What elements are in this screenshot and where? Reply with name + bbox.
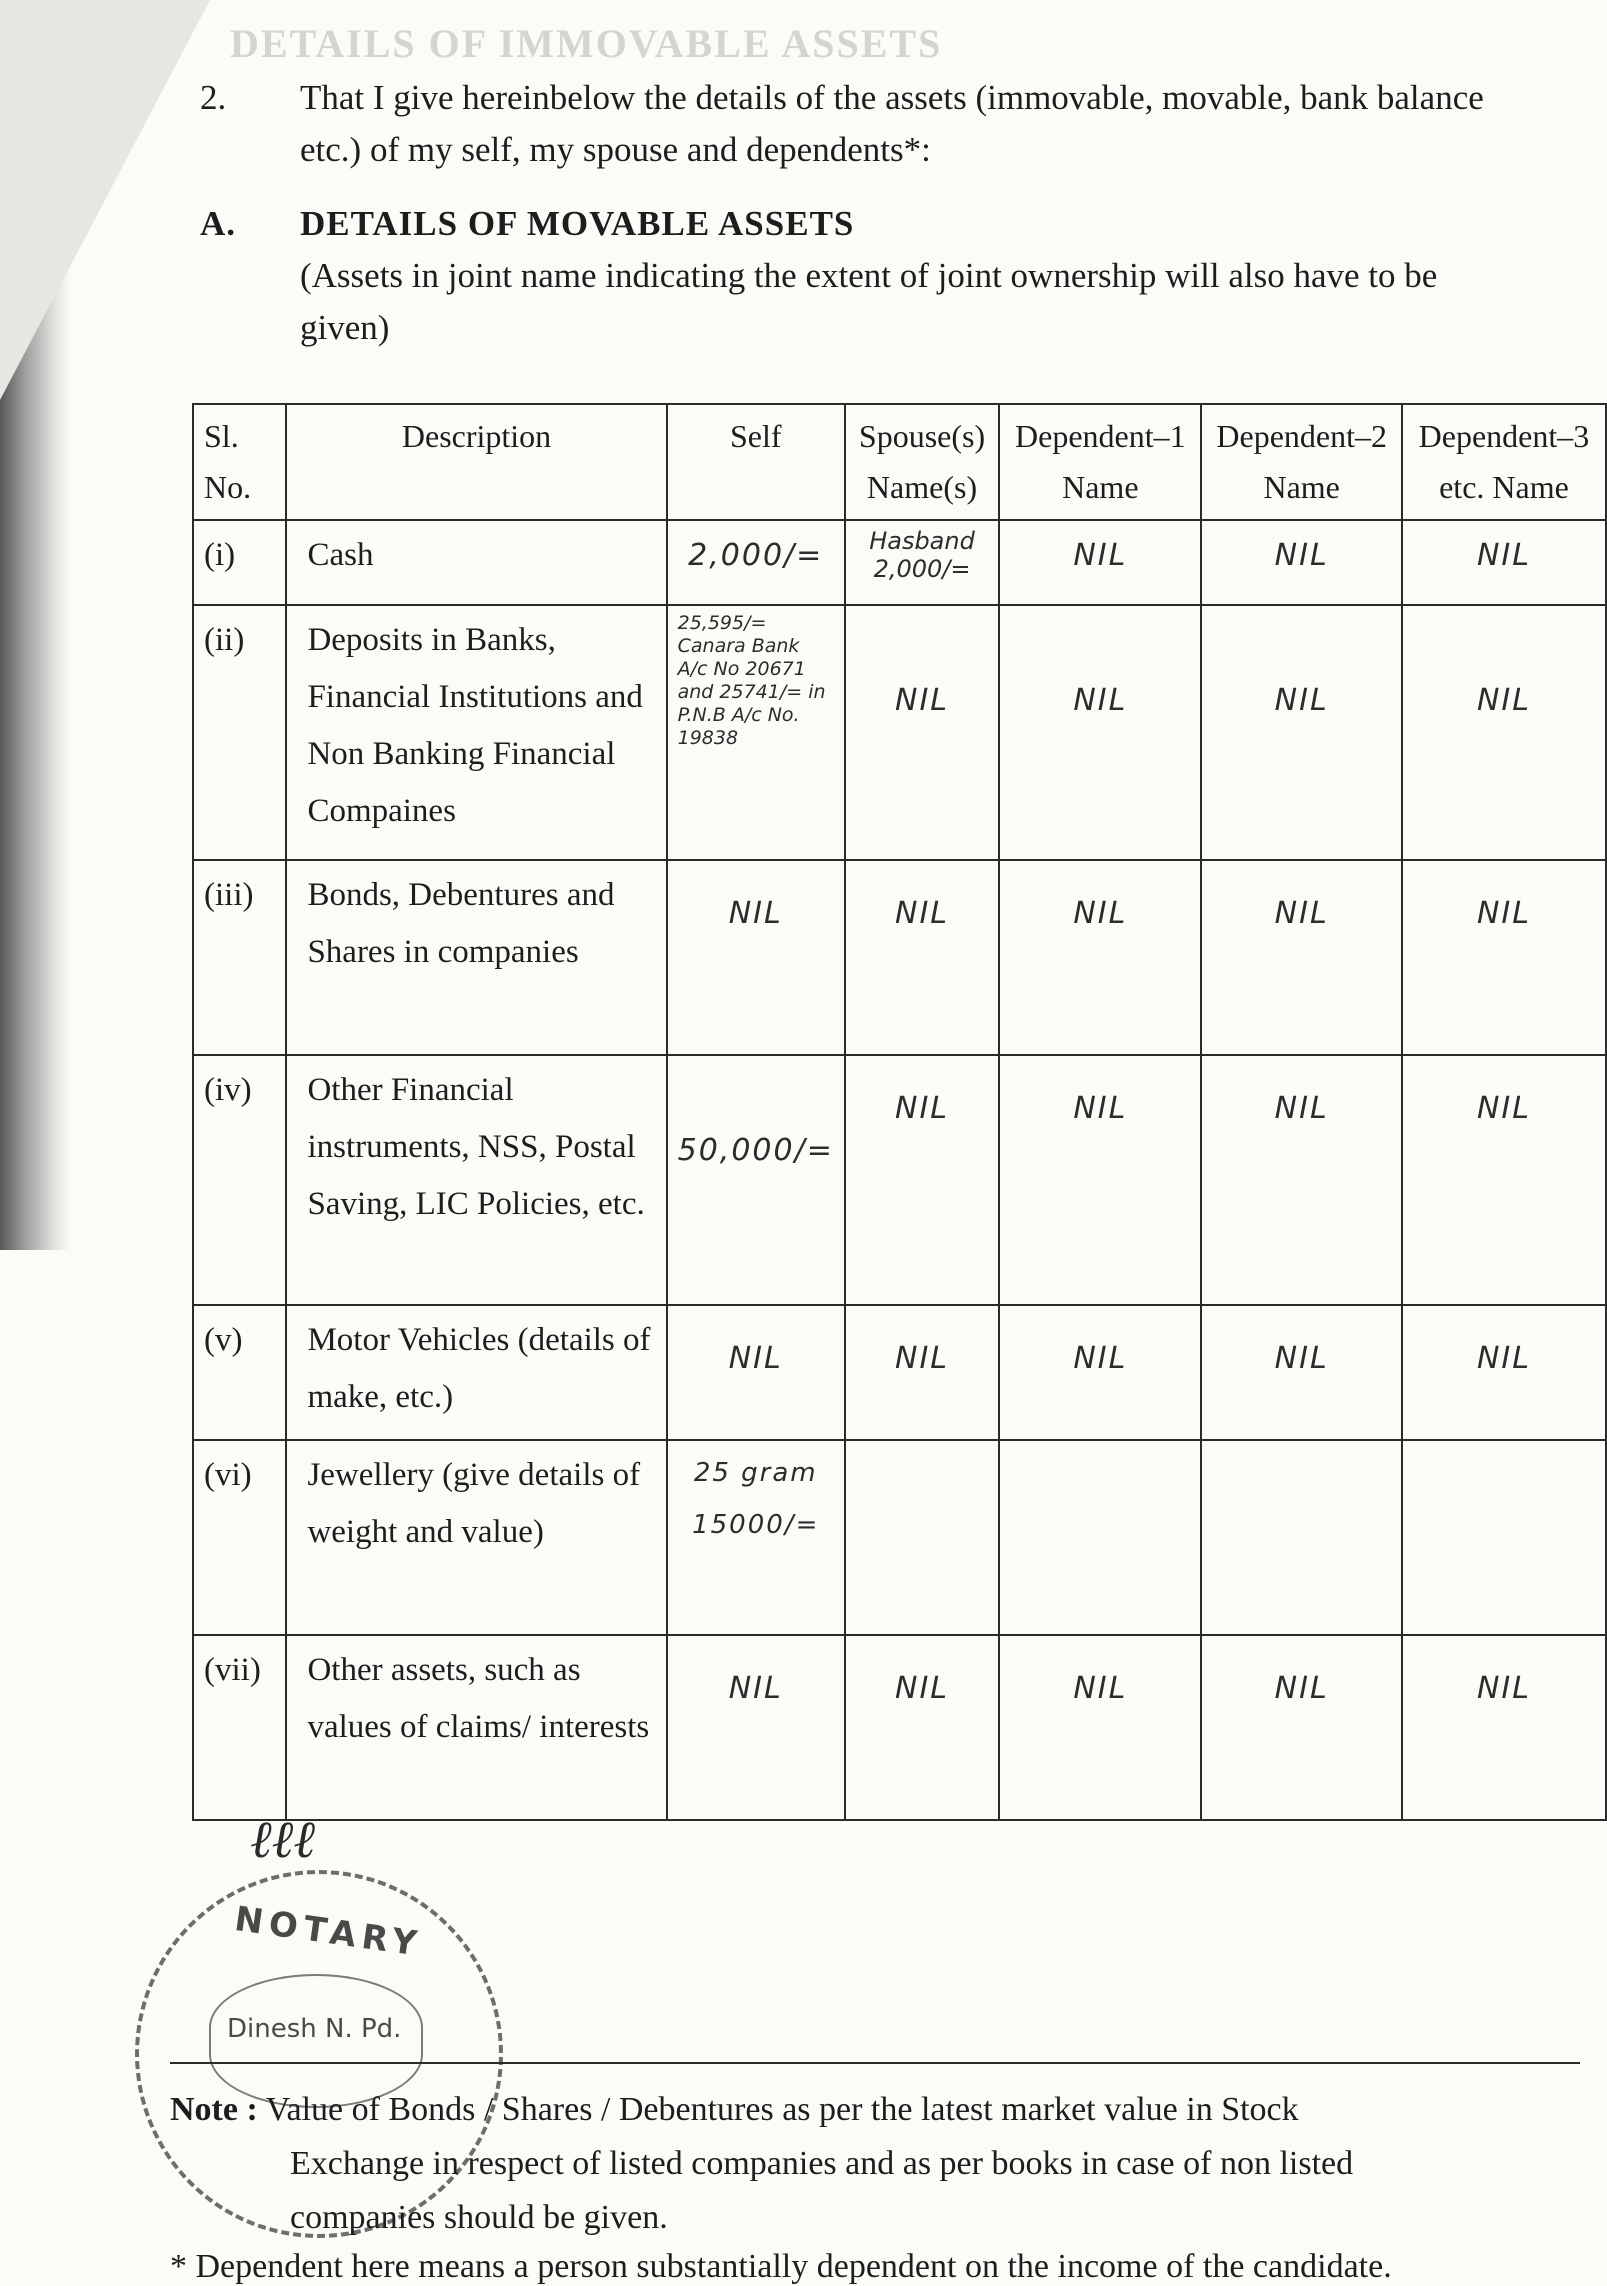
handwritten-value: NIL	[1274, 683, 1329, 718]
row-self	[667, 1440, 845, 1635]
paragraph-line: etc.) of my self, my spouse and dependents*:	[300, 130, 931, 169]
header-dependent-3: Dependent–3 etc. Name	[1402, 404, 1606, 520]
row-spouse	[845, 1055, 999, 1305]
handwritten-value: NIL	[895, 1341, 950, 1376]
row-spouse	[845, 605, 999, 860]
row-dep1	[999, 1055, 1201, 1305]
row-sl: (iv)	[193, 1055, 286, 1305]
handwritten-value: NIL	[895, 896, 950, 931]
row-self	[667, 605, 845, 860]
stamp-name: Dinesh N. Pd.	[227, 2014, 402, 2044]
row-description: Other Financial instruments, NSS, Postal Saving, LIC Policies, etc.	[286, 1055, 666, 1305]
row-spouse	[845, 1635, 999, 1820]
row-sl: (i)	[193, 520, 286, 605]
handwritten-value: NIL	[1073, 896, 1128, 931]
row-dep3	[1402, 605, 1606, 860]
handwritten-value: 25,595/= Canara Bank A/c No 20671 and 25741/= in P.N.B A/c No. 19838	[677, 612, 826, 749]
section-title: DETAILS OF MOVABLE ASSETS	[300, 204, 855, 243]
row-dep3	[1402, 520, 1606, 605]
row-dep3	[1402, 1305, 1606, 1440]
row-dep2	[1201, 860, 1401, 1055]
handwritten-value: NIL	[1073, 538, 1128, 573]
handwritten-value: NIL	[1274, 538, 1329, 573]
handwritten-value: NIL	[1073, 1341, 1128, 1376]
row-dep3	[1402, 1440, 1606, 1635]
handwritten-value: 50,000/=	[677, 1133, 834, 1168]
handwritten-value: NIL	[1274, 1671, 1329, 1706]
header-dependent-1: Dependent–1 Name	[999, 404, 1201, 520]
row-dep1	[999, 520, 1201, 605]
row-dep1	[999, 1440, 1201, 1635]
footnote	[170, 2083, 1590, 2245]
section-label: A.	[200, 204, 237, 243]
handwritten-value: NIL	[1476, 683, 1531, 718]
handwritten-value: NIL	[1476, 896, 1531, 931]
header-description: Description	[286, 404, 666, 520]
row-self	[667, 1055, 845, 1305]
row-sl: (iii)	[193, 860, 286, 1055]
row-self	[667, 1305, 845, 1440]
row-dep2	[1201, 1055, 1401, 1305]
handwritten-value: NIL	[1073, 683, 1128, 718]
handwritten-value: NIL	[1274, 1091, 1329, 1126]
section-subtext: given)	[300, 308, 390, 347]
row-dep1	[999, 1635, 1201, 1820]
row-dep1	[999, 605, 1201, 860]
row-dep3	[1402, 1635, 1606, 1820]
handwritten-value: NIL	[1274, 1341, 1329, 1376]
note-line: Exchange in respect of listed companies and as per books in case of non listed	[290, 2145, 1354, 2182]
signature: ℓℓℓ	[250, 1810, 315, 1870]
row-dep2	[1201, 1635, 1401, 1820]
movable-assets-table	[192, 403, 1607, 1821]
paragraph-number: 2.	[200, 78, 227, 117]
row-dep2	[1201, 605, 1401, 860]
handwritten-value: NIL	[1476, 1341, 1531, 1376]
row-sl: (ii)	[193, 605, 286, 860]
handwritten-value: NIL	[895, 683, 950, 718]
row-description: Deposits in Banks, Financial Institutions and Non Banking Financial Compaines	[286, 605, 666, 860]
table-header-row	[193, 404, 1606, 520]
handwritten-value: 2,000/=	[688, 538, 824, 573]
note-line: Value of Bonds / Shares / Debentures as per the latest market value in Stock	[265, 2091, 1299, 2128]
handwritten-value: NIL	[1476, 1671, 1531, 1706]
handwritten-value: NIL	[728, 1671, 783, 1706]
row-description: Motor Vehicles (details of make, etc.)	[286, 1305, 666, 1440]
dependent-footnote: * Dependent here means a person substantially dependent on the income of the candidate.	[170, 2248, 1392, 2285]
table-row	[193, 860, 1606, 1055]
row-sl: (vii)	[193, 1635, 286, 1820]
row-spouse	[845, 1440, 999, 1635]
row-description: Other assets, such as values of claims/ interests	[286, 1635, 666, 1820]
row-spouse	[845, 520, 999, 605]
row-description: Bonds, Debentures and Shares in companies	[286, 860, 666, 1055]
row-spouse	[845, 860, 999, 1055]
handwritten-value: NIL	[1476, 538, 1531, 573]
row-dep2	[1201, 520, 1401, 605]
row-dep1	[999, 860, 1201, 1055]
handwritten-value: NIL	[1073, 1091, 1128, 1126]
handwritten-value: NIL	[895, 1091, 950, 1126]
section-body	[300, 198, 1607, 354]
row-sl: (vi)	[193, 1440, 286, 1635]
row-dep1	[999, 1305, 1201, 1440]
note-label: Note :	[170, 2091, 258, 2128]
handwritten-value: Hasband 2,000/=	[869, 527, 975, 583]
paragraph-line: That I give hereinbelow the details of the assets (immovable, movable, bank balance	[300, 78, 1484, 117]
row-self	[667, 1635, 845, 1820]
table-row	[193, 520, 1606, 605]
header-spouse: Spouse(s) Name(s)	[845, 404, 999, 520]
handwritten-value: NIL	[728, 896, 783, 931]
header-dependent-2: Dependent–2 Name	[1201, 404, 1401, 520]
row-dep2	[1201, 1305, 1401, 1440]
row-description: Cash	[286, 520, 666, 605]
handwritten-value: 25 gram 15000/=	[692, 1458, 820, 1540]
table-row	[193, 1055, 1606, 1305]
header-self: Self	[667, 404, 845, 520]
stamp-title: NOTARY	[232, 1899, 426, 1965]
table-row	[193, 605, 1606, 860]
handwritten-value: NIL	[1476, 1091, 1531, 1126]
note-line: companies should be given.	[290, 2199, 668, 2236]
bleedthrough-heading: DETAILS OF IMMOVABLE ASSETS	[230, 21, 943, 66]
handwritten-value: NIL	[1274, 896, 1329, 931]
row-spouse	[845, 1305, 999, 1440]
row-description: Jewellery (give details of weight and value)	[286, 1440, 666, 1635]
row-self	[667, 520, 845, 605]
handwritten-value: NIL	[1073, 1671, 1128, 1706]
row-dep2	[1201, 1440, 1401, 1635]
row-dep3	[1402, 860, 1606, 1055]
table-row	[193, 1305, 1606, 1440]
page-fold	[0, 0, 210, 400]
section-subtext: (Assets in joint name indicating the extent of joint ownership will also have to be	[300, 256, 1438, 295]
row-self	[667, 860, 845, 1055]
row-sl: (v)	[193, 1305, 286, 1440]
row-dep3	[1402, 1055, 1606, 1305]
footer-rule	[170, 2062, 1580, 2064]
table-row	[193, 1635, 1606, 1820]
table-row	[193, 1440, 1606, 1635]
paragraph-text	[300, 72, 1607, 176]
header-sl: Sl. No.	[193, 404, 286, 520]
handwritten-value: NIL	[895, 1671, 950, 1706]
handwritten-value: NIL	[728, 1341, 783, 1376]
